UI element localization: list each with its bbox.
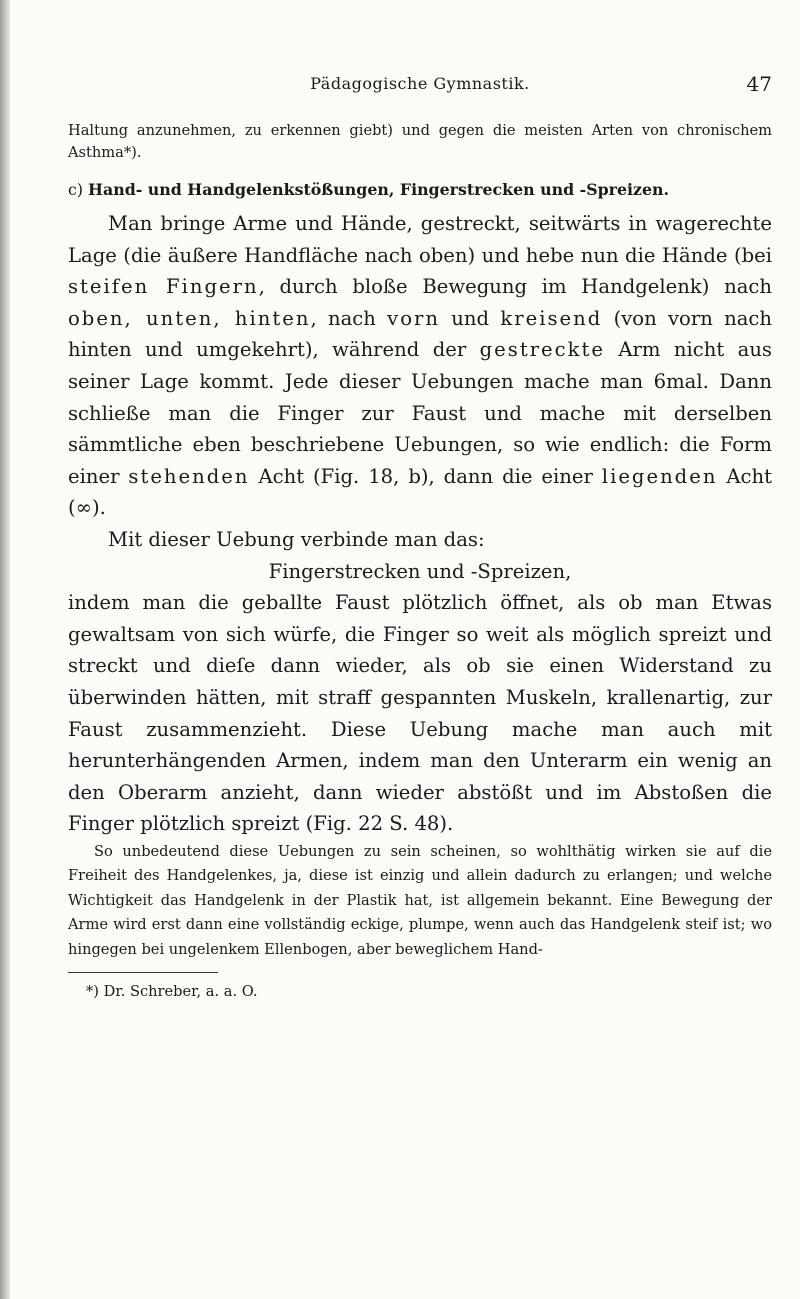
- paragraph-finger-intro: Mit dieser Uebung verbinde man das:: [108, 527, 485, 551]
- running-head: Pädagogische Gymnastik.: [310, 74, 530, 93]
- footnote-mark: *): [86, 982, 99, 1000]
- section-heading: [68, 178, 772, 202]
- page-header: [68, 74, 772, 104]
- paragraph-small-print: So unbedeutend diese Uebungen zu sein scheinen, so wohlthätig wirken sie auf die Freiheit des Handgelenkes, ja, diese ist einzig und allein dadurch zu erlangen; und welche Wichtigkeit das Handgelenk in der Plastik hat, ist allgemein bekannt. Eine Bewegung der Arme wird erst dann eine vollständig eckige, plumpe, wenn auch das Handgelenk steif ist; wo hingegen bei ungelenkem Ellenbogen, aber beweglichem Hand-: [68, 842, 772, 958]
- footnote-text: Dr. Schreber, a. a. O.: [103, 982, 258, 1000]
- page-edge-shadow: [0, 0, 10, 1299]
- text-run: und: [440, 306, 501, 330]
- text-run-spaced: steifen Fingern: [68, 275, 259, 299]
- text-run-spaced: liegenden: [601, 464, 718, 488]
- text-run: , nach: [310, 306, 388, 330]
- footnote: [68, 981, 772, 1003]
- text-run-spaced: oben, unten, hinten: [68, 306, 311, 330]
- text-run-spaced: stehenden: [128, 464, 250, 488]
- text-run: , durch bloße Bewegung im Handgelenk) nach: [258, 275, 772, 299]
- centered-exercise-name: Fingerstrecken und -Spreizen,: [268, 559, 572, 583]
- section-title: Hand- und Handgelenkstößungen, Fingerstrecken und -Spreizen.: [88, 180, 670, 199]
- text-run: Acht (Fig. 18, b), dann die einer: [249, 464, 602, 488]
- paragraph-continuation: Haltung anzunehmen, zu erkennen giebt) und gegen die meisten Arten von chronischem Asthma*).: [68, 122, 772, 161]
- paragraph-hand-exercises: [68, 208, 772, 524]
- text-run-spaced: kreisend: [500, 306, 603, 330]
- text-run: (von vorn nach hinten und umgekehrt), während der: [68, 306, 772, 362]
- page-body: [68, 120, 772, 1003]
- text-run-spaced: vorn: [387, 306, 441, 330]
- section-label: c): [68, 180, 84, 199]
- footnote-rule: [68, 972, 218, 973]
- paragraph-finger-exercises: indem man die geballte Faust plötzlich öffnet, als ob man Etwas gewaltsam von sich würfe, die Finger so weit als möglich spreizt und streckt und dieſe dann wieder, als ob sie einen Widerstand zu überwinden hätten, mit straff gespannten Muskeln, krallenartig, zur Faust zusammenzieht. Diese Uebung mache man auch mit herunterhängenden Armen, indem man den Unterarm ein wenig an den Oberarm anzieht, dann wieder abstößt und im Abstoßen die Finger plötzlich spreizt (Fig. 22 S. 48).: [68, 591, 772, 836]
- text-run: Man bringe Arme und Hände, gestreckt, seitwärts in wagerechte Lage (die äußere Handfläche nach oben) und hebe nun die Hände (bei: [68, 212, 772, 267]
- text-run: Acht (∞).: [68, 464, 773, 520]
- page-number: 47: [746, 72, 772, 96]
- text-run: Arm nicht aus seiner Lage kommt. Jede dieser Uebungen mache man 6mal. Dann schließe man die Finger zur Faust und mache mit derselben sämmtliche eben beschriebene Uebungen, so wie endlich: die Form einer: [68, 338, 772, 488]
- text-run-spaced: gestreckte: [479, 338, 605, 362]
